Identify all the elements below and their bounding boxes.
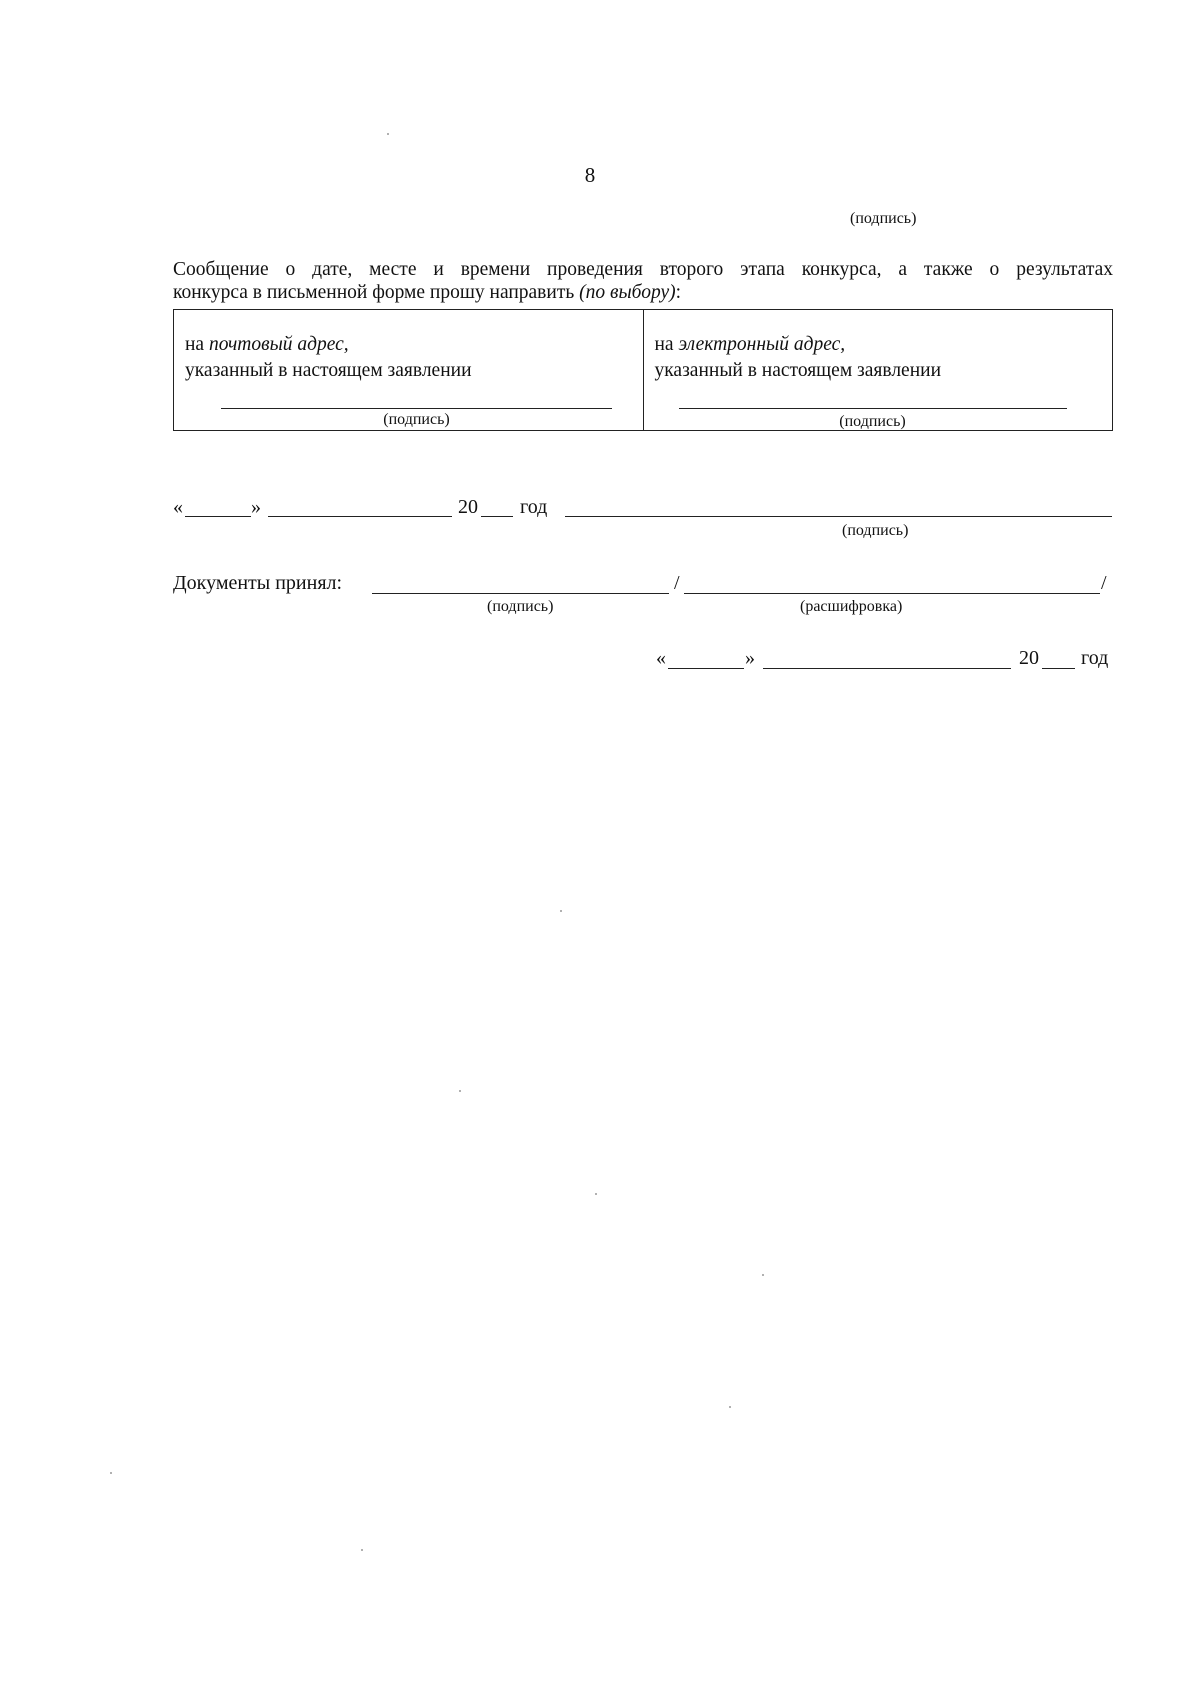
email-option-cell[interactable] [643, 310, 1113, 430]
documents-accepted-label: Документы принял: [173, 572, 343, 594]
accepted-date-open-quote: « [656, 647, 666, 669]
accepted-year-word: год [1081, 647, 1109, 669]
notice-line-2-start: конкурса в письменной форме прошу направить [173, 282, 580, 303]
month-field-line[interactable] [268, 516, 452, 517]
accepted-slash-left: / [674, 572, 680, 594]
year-field-line[interactable] [481, 516, 513, 517]
delivery-choice-table [173, 309, 1113, 431]
email-signature-caption: (подпись) [839, 413, 906, 430]
scan-speck [110, 1472, 112, 1474]
accepted-signature-line[interactable] [372, 593, 669, 594]
postal-signature-line[interactable] [221, 408, 612, 409]
postal-option-label: почтовый адрес, [208, 334, 349, 355]
applicant-signature-line[interactable] [565, 516, 1112, 517]
date-close-quote: » [251, 496, 261, 518]
year-word: год [520, 496, 548, 518]
email-option-text [655, 332, 942, 384]
accepted-year-prefix: 20 [1019, 647, 1039, 669]
page-number: 8 [584, 163, 596, 187]
top-signature-caption: (подпись) [850, 210, 917, 227]
accepted-year-field-line[interactable] [1042, 668, 1075, 669]
notice-line-2-end: : [675, 282, 682, 303]
postal-option-cell[interactable] [174, 310, 643, 430]
postal-signature-caption: (подпись) [383, 411, 450, 428]
scan-speck [361, 1549, 363, 1551]
accepted-decoding-line[interactable] [684, 593, 1100, 594]
accepted-day-field-line[interactable] [668, 668, 744, 669]
email-signature-line[interactable] [679, 408, 1067, 409]
applicant-signature-caption: (подпись) [842, 522, 909, 539]
accepted-month-field-line[interactable] [763, 668, 1011, 669]
scan-speck [729, 1406, 731, 1408]
email-option-label: электронный адрес, [678, 334, 846, 355]
accepted-slash-right: / [1101, 572, 1107, 594]
date-open-quote: « [173, 496, 183, 518]
notice-line-2 [173, 281, 1113, 304]
scan-speck [387, 133, 389, 135]
accepted-decoding-caption: (расшифровка) [800, 598, 903, 615]
scan-speck [762, 1274, 764, 1276]
year-prefix: 20 [458, 496, 478, 518]
notice-choice-hint: (по выбору) [579, 282, 676, 303]
email-option-prefix: на [654, 334, 679, 355]
postal-option-text [185, 332, 472, 384]
accepted-date-close-quote: » [745, 647, 755, 669]
accepted-signature-caption: (подпись) [487, 598, 554, 615]
scan-speck [459, 1090, 461, 1092]
scan-speck [560, 910, 562, 912]
postal-option-note: указанный в настоящем заявлении [185, 360, 472, 381]
scan-speck [595, 1193, 597, 1195]
notice-line-1: Сообщение о дате, месте и времени проведения второго этапа конкурса, а также о результатах [173, 259, 1113, 280]
email-option-note: указанный в настоящем заявлении [654, 360, 942, 381]
day-field-line[interactable] [185, 516, 251, 517]
postal-option-prefix: на [185, 334, 209, 355]
notice-paragraph [173, 258, 1113, 304]
